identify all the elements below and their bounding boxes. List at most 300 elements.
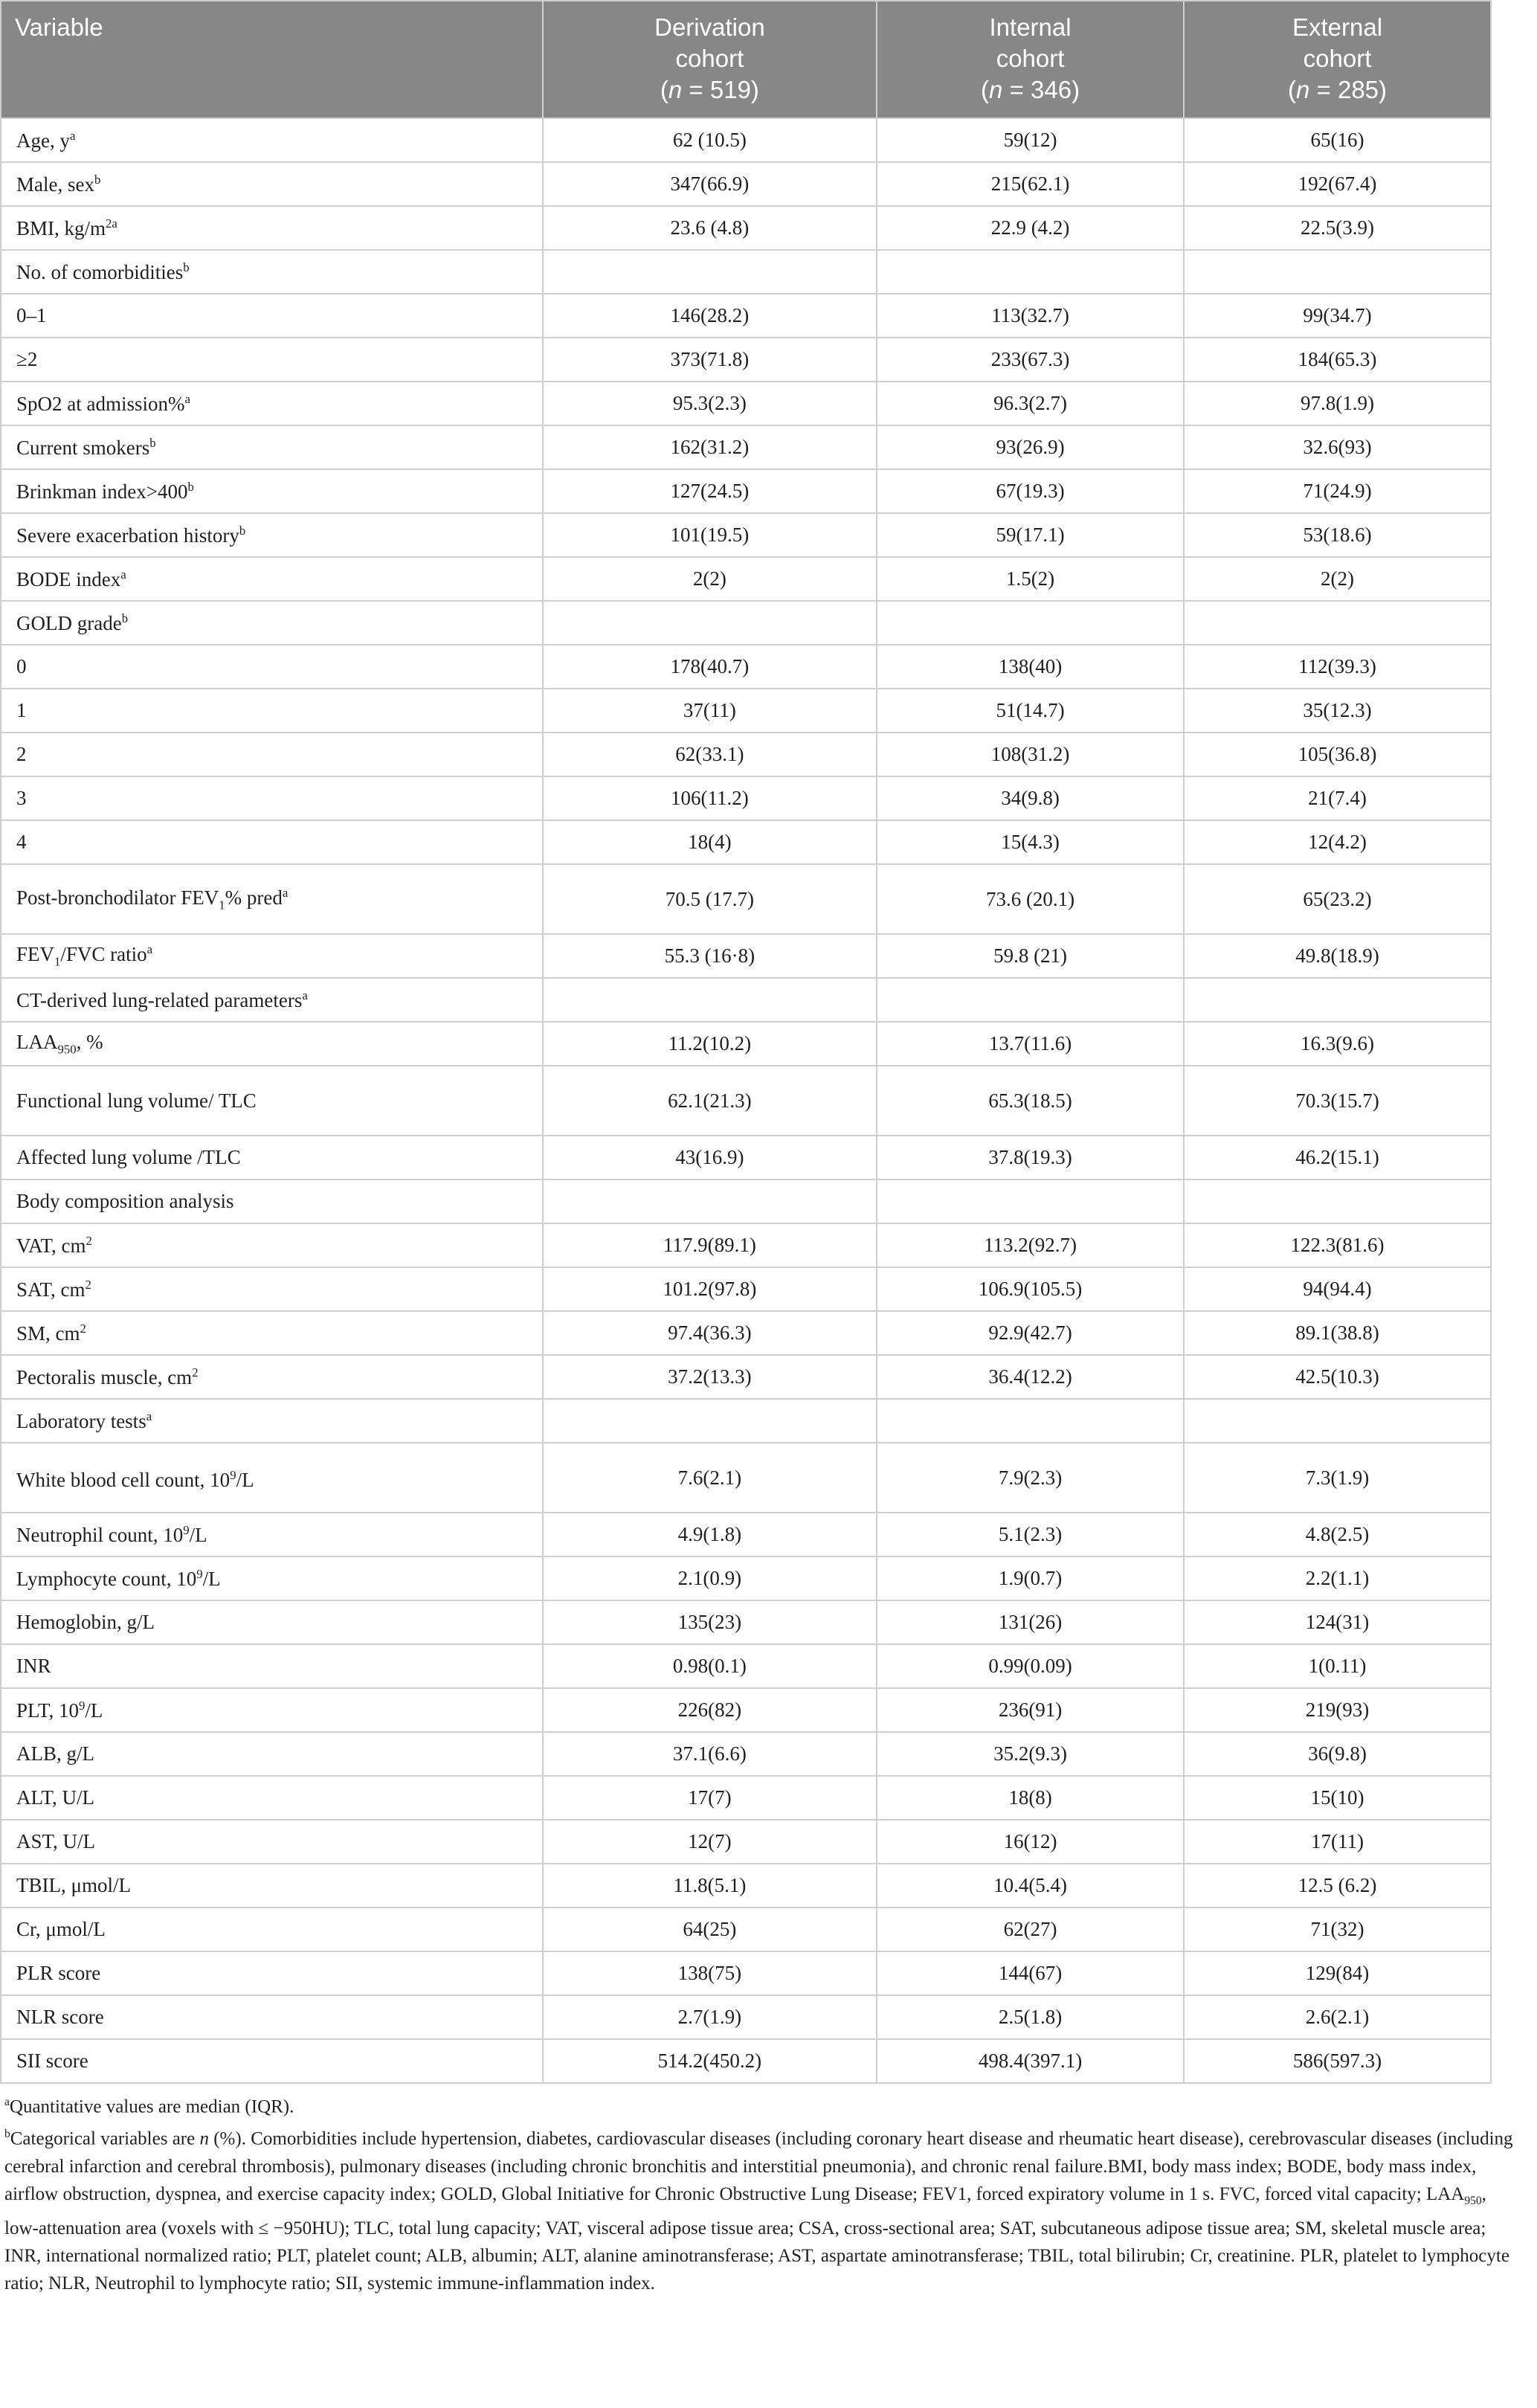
external-value: 192(67.4) xyxy=(1184,162,1491,206)
row-label-text: Male, sex xyxy=(16,173,94,196)
external-value: 49.8(18.9) xyxy=(1184,934,1491,978)
row-label-text: 3 xyxy=(16,787,27,809)
table-row xyxy=(1,645,1491,689)
derivation-value xyxy=(543,601,877,645)
external-value: 2.6(2.1) xyxy=(1184,1995,1491,2039)
derivation-value xyxy=(543,250,877,294)
row-label-text: Severe exacerbation history xyxy=(16,524,239,547)
header-cohort-name: Internal xyxy=(989,13,1072,41)
external-value: 94(94.4) xyxy=(1184,1267,1491,1311)
external-value: 12.5 (6.2) xyxy=(1184,1864,1491,1908)
footnote-a-marker: a xyxy=(4,2096,10,2108)
row-label-subscript: 1 xyxy=(54,954,61,969)
external-value: 70.3(15.7) xyxy=(1184,1066,1491,1136)
row-label-text: ≥2 xyxy=(16,348,38,370)
external-value: 586(597.3) xyxy=(1184,2039,1491,2083)
row-label-footnote-marker: a xyxy=(146,1409,152,1423)
row-label-footnote-marker: b xyxy=(187,479,194,494)
row-label-footnote-marker: b xyxy=(149,435,156,450)
internal-value: 59(12) xyxy=(877,118,1184,162)
internal-value: 15(4.3) xyxy=(877,820,1184,864)
derivation-value: 226(82) xyxy=(543,1688,877,1732)
row-label-text: PLR score xyxy=(16,1962,101,1984)
row-label xyxy=(1,1951,543,1995)
row-label-text: Body composition analysis xyxy=(16,1190,234,1212)
table-row xyxy=(1,513,1491,557)
footnote-a xyxy=(4,2088,1521,2120)
header-n-label: n xyxy=(989,76,1003,103)
table-row xyxy=(1,1066,1491,1136)
row-label-text: Affected lung volume /TLC xyxy=(16,1146,241,1168)
row-label-text: Hemoglobin, g/L xyxy=(16,1611,155,1633)
header-external-cohort xyxy=(1184,1,1491,118)
header-cohort-name: External xyxy=(1292,13,1383,41)
row-label-text: ALB, g/L xyxy=(16,1742,94,1765)
row-label xyxy=(1,1355,543,1399)
table-row xyxy=(1,162,1491,206)
table-row xyxy=(1,425,1491,469)
internal-value: 233(67.3) xyxy=(877,338,1184,382)
row-label xyxy=(1,118,543,162)
table-row xyxy=(1,118,1491,162)
external-value: 32.6(93) xyxy=(1184,425,1491,469)
row-label xyxy=(1,2039,543,2083)
derivation-value: 7.6(2.1) xyxy=(543,1443,877,1513)
table-row xyxy=(1,2039,1491,2083)
derivation-value: 146(28.2) xyxy=(543,294,877,338)
table-row xyxy=(1,1732,1491,1776)
internal-value: 51(14.7) xyxy=(877,689,1184,733)
row-label-text: SII score xyxy=(16,2050,88,2072)
table-row xyxy=(1,1864,1491,1908)
row-label xyxy=(1,250,543,294)
table-row xyxy=(1,1776,1491,1820)
external-value: 22.5(3.9) xyxy=(1184,206,1491,250)
internal-value: 73.6 (20.1) xyxy=(877,864,1184,934)
table-row xyxy=(1,689,1491,733)
table-row xyxy=(1,382,1491,425)
internal-value xyxy=(877,250,1184,294)
row-label-footnote-marker: a xyxy=(184,391,190,406)
derivation-value: 117.9(89.1) xyxy=(543,1223,877,1267)
derivation-value: 127(24.5) xyxy=(543,469,877,513)
header-cohort-word: cohort xyxy=(1303,45,1372,72)
external-value: 36(9.8) xyxy=(1184,1732,1491,1776)
derivation-value: 64(25) xyxy=(543,1908,877,1951)
row-label-suffix: % pred xyxy=(225,886,283,909)
table-row xyxy=(1,1443,1491,1513)
row-label xyxy=(1,338,543,382)
row-label-text: No. of comorbidities xyxy=(16,260,184,283)
header-n-open: ( xyxy=(660,76,668,103)
row-label xyxy=(1,820,543,864)
internal-value: 106.9(105.5) xyxy=(877,1267,1184,1311)
header-n-open: ( xyxy=(981,76,990,103)
internal-value: 108(31.2) xyxy=(877,733,1184,776)
external-value: 4.8(2.5) xyxy=(1184,1513,1491,1556)
row-label xyxy=(1,864,543,934)
external-value: 89.1(38.8) xyxy=(1184,1311,1491,1355)
footnote-b-text-1: Categorical variables are xyxy=(10,2128,200,2149)
derivation-value: 11.2(10.2) xyxy=(543,1022,877,1066)
external-value: 2.2(1.1) xyxy=(1184,1556,1491,1600)
header-n-value: = 285) xyxy=(1309,76,1388,103)
internal-value: 18(8) xyxy=(877,1776,1184,1820)
internal-value: 96.3(2.7) xyxy=(877,382,1184,425)
row-label-footnote-marker: 2 xyxy=(86,1233,92,1248)
footnote-b-text-2: (%). Comorbidities include hypertension, diabetes, cardiovascular diseases (including coronary heart disease and rheumatic heart disease), cerebrovascular diseases (including cerebral infarction and cerebral thrombosis), pulmonary diseases (including chronic bronchitis and interstitial pneumonia), and chronic renal failure.BMI, body mass index; BODE, body mass index, airflow obstruction, dyspnea, and exercise capacity index; GOLD, Global Initiative for Chronic Obstructive Lung Disease; FEV1, forced expiratory volume in 1 s. FVC, forced vital capacity; LAA xyxy=(4,2128,1513,2204)
row-label xyxy=(1,1066,543,1136)
internal-value xyxy=(877,1179,1184,1223)
row-label-text: Lymphocyte count, 10 xyxy=(16,1567,197,1590)
table-row xyxy=(1,1600,1491,1644)
row-label-text: TBIL, μmol/L xyxy=(16,1874,131,1896)
internal-value xyxy=(877,601,1184,645)
row-label-footnote-marker: 2 xyxy=(85,1277,91,1292)
row-label xyxy=(1,1267,543,1311)
row-label-text: 2 xyxy=(16,743,27,765)
row-label-suffix: /L xyxy=(85,1699,103,1722)
internal-value: 7.9(2.3) xyxy=(877,1443,1184,1513)
derivation-value: 12(7) xyxy=(543,1820,877,1864)
table-body xyxy=(1,118,1491,2083)
table-row xyxy=(1,1311,1491,1355)
external-value: 129(84) xyxy=(1184,1951,1491,1995)
section-row xyxy=(1,1179,1491,1223)
derivation-value: 55.3 (16·8) xyxy=(543,934,877,978)
row-label-footnote-marker: b xyxy=(239,523,246,538)
row-label xyxy=(1,1908,543,1951)
internal-value: 2.5(1.8) xyxy=(877,1995,1184,2039)
header-derivation-cohort xyxy=(543,1,877,118)
derivation-value: 0.98(0.1) xyxy=(543,1644,877,1688)
row-label-text: White blood cell count, 10 xyxy=(16,1469,231,1491)
section-row xyxy=(1,978,1491,1022)
row-label-footnote-marker: 2 xyxy=(80,1321,86,1336)
row-label-text: 4 xyxy=(16,831,27,853)
row-label-footnote-marker: b xyxy=(121,611,129,625)
row-label-superscript: 9 xyxy=(183,1522,190,1537)
header-cohort-word: cohort xyxy=(996,45,1065,72)
derivation-value: 101(19.5) xyxy=(543,513,877,557)
table-row xyxy=(1,934,1491,978)
derivation-value: 70.5 (17.7) xyxy=(543,864,877,934)
row-label-text: Functional lung volume/ TLC xyxy=(16,1089,257,1112)
row-label-text: GOLD grade xyxy=(16,611,122,634)
external-value xyxy=(1184,1399,1491,1443)
internal-value xyxy=(877,1399,1184,1443)
section-row xyxy=(1,1399,1491,1443)
footnote-b-sub: 950 xyxy=(1464,2194,1482,2207)
internal-value: 113.2(92.7) xyxy=(877,1223,1184,1267)
derivation-value xyxy=(543,978,877,1022)
derivation-value: 2(2) xyxy=(543,557,877,601)
row-label xyxy=(1,776,543,820)
derivation-value: 62 (10.5) xyxy=(543,118,877,162)
table-row xyxy=(1,1908,1491,1951)
derivation-value: 43(16.9) xyxy=(543,1136,877,1179)
row-label-text: 1 xyxy=(16,699,27,721)
row-label-text: BMI, kg/m xyxy=(16,216,106,239)
section-row xyxy=(1,250,1491,294)
external-value: 15(10) xyxy=(1184,1776,1491,1820)
row-label xyxy=(1,1776,543,1820)
section-row xyxy=(1,601,1491,645)
row-label-text: SAT, cm xyxy=(16,1278,86,1301)
external-value: 2(2) xyxy=(1184,557,1491,601)
row-label xyxy=(1,206,543,250)
header-n-value: = 346) xyxy=(1002,76,1080,103)
internal-value: 67(19.3) xyxy=(877,469,1184,513)
row-label-superscript: 9 xyxy=(79,1698,86,1713)
external-value: 53(18.6) xyxy=(1184,513,1491,557)
external-value: 17(11) xyxy=(1184,1820,1491,1864)
derivation-value: 17(7) xyxy=(543,1776,877,1820)
row-label xyxy=(1,513,543,557)
internal-value: 144(67) xyxy=(877,1951,1184,1995)
row-label xyxy=(1,978,543,1022)
table-row xyxy=(1,1644,1491,1688)
header-n-open: ( xyxy=(1288,76,1296,103)
header-variable: Variable xyxy=(1,1,543,118)
row-label-text: 0–1 xyxy=(16,304,47,326)
derivation-value: 97.4(36.3) xyxy=(543,1311,877,1355)
row-label xyxy=(1,1732,543,1776)
table-row xyxy=(1,1223,1491,1267)
internal-value: 1.5(2) xyxy=(877,557,1184,601)
internal-value xyxy=(877,978,1184,1022)
external-value: 71(32) xyxy=(1184,1908,1491,1951)
row-label-suffix: /L xyxy=(202,1567,221,1590)
row-label xyxy=(1,934,543,978)
row-label xyxy=(1,1688,543,1732)
row-label xyxy=(1,733,543,776)
internal-value: 0.99(0.09) xyxy=(877,1644,1184,1688)
derivation-value: 4.9(1.8) xyxy=(543,1513,877,1556)
row-label xyxy=(1,1644,543,1688)
internal-value: 35.2(9.3) xyxy=(877,1732,1184,1776)
derivation-value: 162(31.2) xyxy=(543,425,877,469)
row-label-suffix: /FVC ratio xyxy=(60,943,147,966)
row-label-text: NLR score xyxy=(16,2006,104,2028)
row-label xyxy=(1,162,543,206)
row-label-footnote-marker: b xyxy=(183,260,190,274)
internal-value: 5.1(2.3) xyxy=(877,1513,1184,1556)
table-row xyxy=(1,338,1491,382)
header-cohort-name: Derivation xyxy=(654,13,765,41)
table-row xyxy=(1,1355,1491,1399)
derivation-value: 23.6 (4.8) xyxy=(543,206,877,250)
row-label-text: Pectoralis muscle, cm xyxy=(16,1365,193,1388)
row-label-text: Age, y xyxy=(16,129,70,152)
row-label-footnote-marker: a xyxy=(146,942,153,957)
external-value: 99(34.7) xyxy=(1184,294,1491,338)
row-label-text: Brinkman index>400 xyxy=(16,480,188,503)
row-label-text: Cr, μmol/L xyxy=(16,1918,106,1940)
row-label-footnote-marker: a xyxy=(302,988,308,1002)
external-value: 16.3(9.6) xyxy=(1184,1022,1491,1066)
external-value: 184(65.3) xyxy=(1184,338,1491,382)
header-cohort-word: cohort xyxy=(675,45,744,72)
row-label-text: Laboratory tests xyxy=(16,1409,146,1432)
derivation-value: 347(66.9) xyxy=(543,162,877,206)
derivation-value: 2.1(0.9) xyxy=(543,1556,877,1600)
row-label-text: CT-derived lung-related parameters xyxy=(16,988,303,1011)
table-row xyxy=(1,206,1491,250)
internal-value: 215(62.1) xyxy=(877,162,1184,206)
derivation-value: 37.2(13.3) xyxy=(543,1355,877,1399)
derivation-value: 178(40.7) xyxy=(543,645,877,689)
external-value xyxy=(1184,601,1491,645)
row-label xyxy=(1,382,543,425)
table-row xyxy=(1,776,1491,820)
external-value: 71(24.9) xyxy=(1184,469,1491,513)
header-internal-cohort xyxy=(877,1,1184,118)
row-label-text: LAA xyxy=(16,1030,58,1053)
external-value: 46.2(15.1) xyxy=(1184,1136,1491,1179)
row-label-text: VAT, cm xyxy=(16,1234,86,1257)
row-label-subscript: 1 xyxy=(219,898,225,912)
external-value: 219(93) xyxy=(1184,1688,1491,1732)
derivation-value: 101.2(97.8) xyxy=(543,1267,877,1311)
internal-value: 1.9(0.7) xyxy=(877,1556,1184,1600)
external-value: 122.3(81.6) xyxy=(1184,1223,1491,1267)
table-row xyxy=(1,294,1491,338)
row-label-footnote-marker: a xyxy=(282,885,289,900)
row-label xyxy=(1,1556,543,1600)
header-n-value: = 519) xyxy=(682,76,759,103)
external-value xyxy=(1184,1179,1491,1223)
external-value: 7.3(1.9) xyxy=(1184,1443,1491,1513)
internal-value: 34(9.8) xyxy=(877,776,1184,820)
footnote-a-text: Quantitative values are median (IQR). xyxy=(9,2096,294,2117)
derivation-value xyxy=(543,1399,877,1443)
row-label-superscript: 9 xyxy=(196,1566,203,1581)
row-label-footnote-marker: 2 xyxy=(192,1365,199,1380)
table-row xyxy=(1,864,1491,934)
row-label-footnote-marker: a xyxy=(120,567,126,582)
row-label xyxy=(1,1223,543,1267)
row-label-footnote-marker: 2a xyxy=(106,216,117,231)
external-value: 21(7.4) xyxy=(1184,776,1491,820)
internal-value: 10.4(5.4) xyxy=(877,1864,1184,1908)
derivation-value: 138(75) xyxy=(543,1951,877,1995)
table-row xyxy=(1,1951,1491,1995)
internal-value: 236(91) xyxy=(877,1688,1184,1732)
external-value xyxy=(1184,978,1491,1022)
table-row xyxy=(1,1022,1491,1066)
internal-value: 65.3(18.5) xyxy=(877,1066,1184,1136)
table-row xyxy=(1,1688,1491,1732)
row-label xyxy=(1,1443,543,1513)
header-row xyxy=(1,1,1491,118)
table-row xyxy=(1,1513,1491,1556)
row-label-footnote-marker: a xyxy=(69,128,76,143)
row-label-text: BODE index xyxy=(16,567,121,590)
table-row xyxy=(1,820,1491,864)
external-value: 42.5(10.3) xyxy=(1184,1355,1491,1399)
header-n-label: n xyxy=(668,76,683,103)
row-label-superscript: 9 xyxy=(230,1468,236,1482)
row-label-text: SM, cm xyxy=(16,1321,80,1345)
row-label xyxy=(1,469,543,513)
internal-value: 62(27) xyxy=(877,1908,1184,1951)
external-value xyxy=(1184,250,1491,294)
row-label-text: Neutrophil count, 10 xyxy=(16,1523,184,1546)
table-row xyxy=(1,1820,1491,1864)
derivation-value: 373(71.8) xyxy=(543,338,877,382)
internal-value: 113(32.7) xyxy=(877,294,1184,338)
row-label-text: SpO2 at admission% xyxy=(16,392,185,415)
table-row xyxy=(1,1556,1491,1600)
row-label xyxy=(1,1136,543,1179)
row-label xyxy=(1,1179,543,1223)
row-label xyxy=(1,1022,543,1066)
row-label-text: ALT, U/L xyxy=(16,1786,94,1809)
external-value: 112(39.3) xyxy=(1184,645,1491,689)
row-label xyxy=(1,601,543,645)
footnote-b-n: n xyxy=(199,2128,209,2149)
header-n-label: n xyxy=(1296,76,1310,103)
row-label xyxy=(1,1864,543,1908)
external-value: 65(16) xyxy=(1184,118,1491,162)
row-label-suffix: , % xyxy=(76,1030,103,1053)
derivation-value: 11.8(5.1) xyxy=(543,1864,877,1908)
external-value: 12(4.2) xyxy=(1184,820,1491,864)
derivation-value: 106(11.2) xyxy=(543,776,877,820)
footnote-b xyxy=(4,2120,1521,2296)
internal-value: 22.9 (4.2) xyxy=(877,206,1184,250)
internal-value: 16(12) xyxy=(877,1820,1184,1864)
row-label xyxy=(1,425,543,469)
derivation-value: 18(4) xyxy=(543,820,877,864)
derivation-value: 95.3(2.3) xyxy=(543,382,877,425)
row-label xyxy=(1,689,543,733)
derivation-value: 135(23) xyxy=(543,1600,877,1644)
internal-value: 498.4(397.1) xyxy=(877,2039,1184,2083)
external-value: 65(23.2) xyxy=(1184,864,1491,934)
row-label xyxy=(1,294,543,338)
row-label-text: FEV xyxy=(16,943,55,966)
derivation-value: 62.1(21.3) xyxy=(543,1066,877,1136)
derivation-value: 514.2(450.2) xyxy=(543,2039,877,2083)
internal-value: 59(17.1) xyxy=(877,513,1184,557)
internal-value: 93(26.9) xyxy=(877,425,1184,469)
internal-value: 92.9(42.7) xyxy=(877,1311,1184,1355)
row-label-text: AST, U/L xyxy=(16,1830,95,1852)
row-label-text: 0 xyxy=(16,655,27,677)
table-row xyxy=(1,1267,1491,1311)
internal-value: 36.4(12.2) xyxy=(877,1355,1184,1399)
row-label-subscript: 950 xyxy=(57,1042,77,1057)
internal-value: 37.8(19.3) xyxy=(877,1136,1184,1179)
derivation-value xyxy=(543,1179,877,1223)
table-row xyxy=(1,733,1491,776)
derivation-value: 62(33.1) xyxy=(543,733,877,776)
row-label xyxy=(1,1995,543,2039)
internal-value: 131(26) xyxy=(877,1600,1184,1644)
row-label-text: INR xyxy=(16,1655,51,1677)
derivation-value: 2.7(1.9) xyxy=(543,1995,877,2039)
table-row xyxy=(1,469,1491,513)
external-value: 97.8(1.9) xyxy=(1184,382,1491,425)
footnote-b-marker: b xyxy=(4,2128,10,2141)
row-label xyxy=(1,1820,543,1864)
row-label-footnote-marker: b xyxy=(94,172,101,187)
row-label-text: Post-bronchodilator FEV xyxy=(16,886,219,909)
row-label xyxy=(1,645,543,689)
row-label-text: Current smokers xyxy=(16,436,150,459)
